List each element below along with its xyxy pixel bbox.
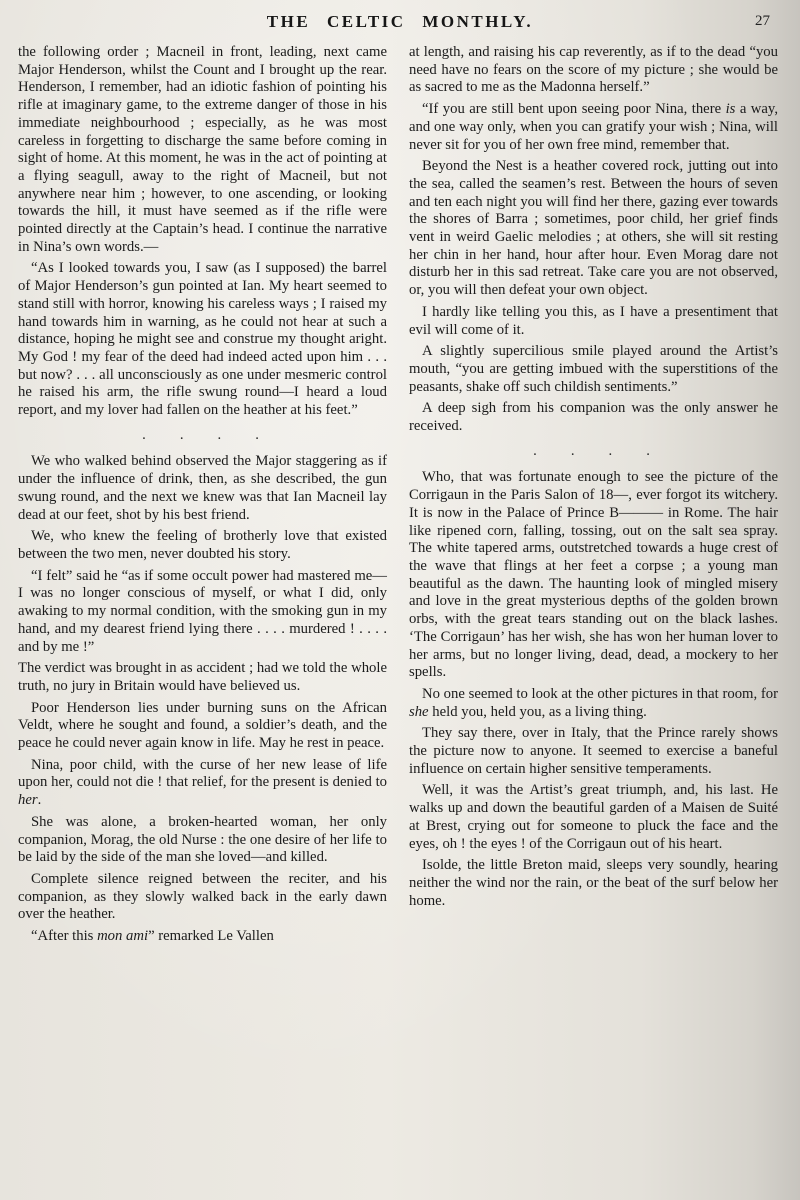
page-number: 27 (755, 13, 770, 29)
paragraph (409, 304, 778, 339)
body-text: Well, it was the Artist’s great triumph, and, his last. He walks up and down the beautiful garden of a Maisen de Suité at Brest, crying out for someone to pluck the face and the eyes, oh ! the eyes ! of the Corrigaun out of his heart. (409, 782, 778, 852)
body-text: She was alone, a broken-hearted woman, her only companion, Morag, the old Nurse : the one desire of her life to be laid by the side of the man she loved—and killed. (18, 813, 387, 866)
body-text: a way, and one way only, when you can gratify your wish ; Nina, will never sit for you of her own free mind, remember that. (409, 101, 778, 153)
paragraph (409, 469, 778, 681)
paragraph (18, 700, 387, 753)
right-column (409, 44, 778, 1182)
italic-text: she (409, 703, 429, 720)
body-text: Beyond the Nest is a heather covered rock, jutting out into the sea, called the seamen’s rest. Between the hours of seven and ten each night you will find her there, gazing ever towards the shores of Barra ; sometimes, poor child, her grief finds vent in weird Gaelic melodies ; at others, she will sit resting her chin in her hand, hour after hour. Even Morag dare not disturb her in this sad retreat. Take care you are not observed, or, you will then defeat your own object. (409, 158, 778, 299)
paragraph (409, 857, 778, 910)
page-header (0, 0, 800, 32)
section-separator: . . . . (142, 426, 263, 443)
body-text: We who walked behind observed the Major staggering as if under the influence of drink, then, as she described, the gun swung round, and the next we knew was that Ian Macneil lay dead at our feet, shot by his best friend. (18, 453, 387, 523)
italic-text: is (725, 101, 736, 118)
paragraph (18, 871, 387, 924)
left-column (18, 44, 387, 1182)
section-separator: . . . . (533, 442, 654, 459)
body-text: the following order ; Macneil in front, leading, next came Major Henderson, whilst the Count and I brought up the rear. Henderson, I remember, had an idiotic fashion of pointing his rifle at imaginary game, to the extreme danger of those in his immediate neighbourhood ; especially, as he was most careless in forgetting to discharge the same before coming in sight of home. At this moment, he was in the act of pointing at a flying seagull, away to the right of Macneil, but not anywhere near him ; however, to one ascending, or looking towards the hill, it must have seemed as if the rifle were pointed directly at the Captain’s head. I continue the narrative in Nina’s own words.— (18, 44, 387, 255)
body-text: “As I looked towards you, I saw (as I supposed) the barrel of Major Henderson’s gun pointed at Ian. My heart seemed to stand still with horror, knowing his careless ways ; I raised my hand towards him in warning, as he could not hear at such a distance, hoping he might see and construe my thought aright. My God ! my fear of the deed had indeed acted upon him . . . but now? . . . all unconsciously as one under mesmeric control he raised his arm, the rifle swung round—I heard a loud report, and my lover had fallen on the heather at his feet.” (18, 260, 387, 419)
body-text: held you, held you, as a living thing. (428, 703, 647, 720)
body-text: Nina, poor child, with the curse of her new lease of life upon her, could not die ! that relief, for the present is denied to (18, 756, 387, 791)
body-text: “After this (31, 928, 98, 945)
paragraph (409, 782, 778, 853)
paragraph (18, 660, 387, 695)
paragraph (18, 528, 387, 563)
body-text: We, who knew the feeling of brotherly love that existed between the two men, never doubted his story. (18, 528, 387, 562)
paragraph (18, 44, 387, 256)
paragraph (18, 814, 387, 867)
body-text: Poor Henderson lies under burning suns on the African Veldt, where he sought and found, a soldier’s death, and the peace he could never again know in life. May he rest in peace. (18, 699, 387, 752)
paragraph (18, 568, 387, 657)
body-text: A slightly supercilious smile played around the Artist’s mouth, “you are getting imbued with the superstitions of the peasants, shake off such childish sentiments.” (409, 343, 778, 395)
body-text: at length, and raising his cap reverently, as if to the dead “you need have no fears on the score of my picture ; she would be as sacred to me as the Madonna herself.” (409, 44, 778, 96)
paragraph (409, 101, 778, 154)
paragraph (18, 260, 387, 419)
paragraph (409, 158, 778, 300)
body-text: A deep sigh from his companion was the only answer he received. (409, 400, 778, 435)
paragraph (409, 725, 778, 778)
body-text: Isolde, the little Breton maid, sleeps very soundly, hearing neither the wind nor the rain, or the beat of the surf below her home. (409, 857, 778, 909)
body-text: No one seemed to look at the other pictures in that room, for (422, 685, 778, 702)
body-text: ” remarked Le Vallen (148, 928, 274, 945)
body-text: . (37, 792, 42, 809)
body-text: “If you are still bent upon seeing poor Nina, there (422, 101, 726, 118)
body-text: “I felt” said he “as if some occult power had mastered me—I was no longer conscious of myself, or what I did, only awaking to my normal condition, with the smoking gun in my hand, and my dearest friend lying there . . . . murdered ! . . . . and by me !” (18, 567, 387, 655)
page-title: THE CELTIC MONTHLY. (266, 12, 534, 31)
italic-text: her (18, 792, 38, 809)
paragraph (18, 757, 387, 810)
body-text: They say there, over in Italy, that the Prince rarely shows the picture now to anyone. It seemed to exercise a baneful influence on certain higher sensitive temperaments. (409, 725, 778, 777)
paragraph (409, 400, 778, 435)
italic-text: mon ami (97, 928, 149, 945)
body-text: I hardly like telling you this, as I have a presentiment that evil will come of it. (409, 303, 778, 338)
paragraph (18, 928, 387, 946)
paragraph (409, 44, 778, 97)
body-text: Who, that was fortunate enough to see the picture of the Corrigaun in the Paris Salon of 18—, ever forgot its witchery. It is now in the Palace of Prince B——— in Rome. The hair like ripened corn, falling, tossing, out on the salt sea spray. The white tapered arms, outstretched towards a huge crest of the wave that flings at her feet a corpse ; a young man beautiful as the dawn. The haunting look of mingled misery and love in the great mysterious depths of the golden brown orbs, with the great tears standing out on the black lashes. ‘The Corrigaun’ has her wish, she has won her human lover to her arms, but no longer living, dead, dead, a mockery to her spells. (409, 469, 778, 681)
body-text: Complete silence reigned between the reciter, and his companion, as they slowly walked back in the early dawn over the heather. (18, 870, 387, 923)
paragraph (18, 453, 387, 524)
body-text: The verdict was brought in as accident ; had we told the whole truth, no jury in Britain would have believed us. (18, 660, 387, 694)
paragraph (409, 686, 778, 721)
article-columns (0, 32, 800, 1182)
paragraph (409, 343, 778, 396)
